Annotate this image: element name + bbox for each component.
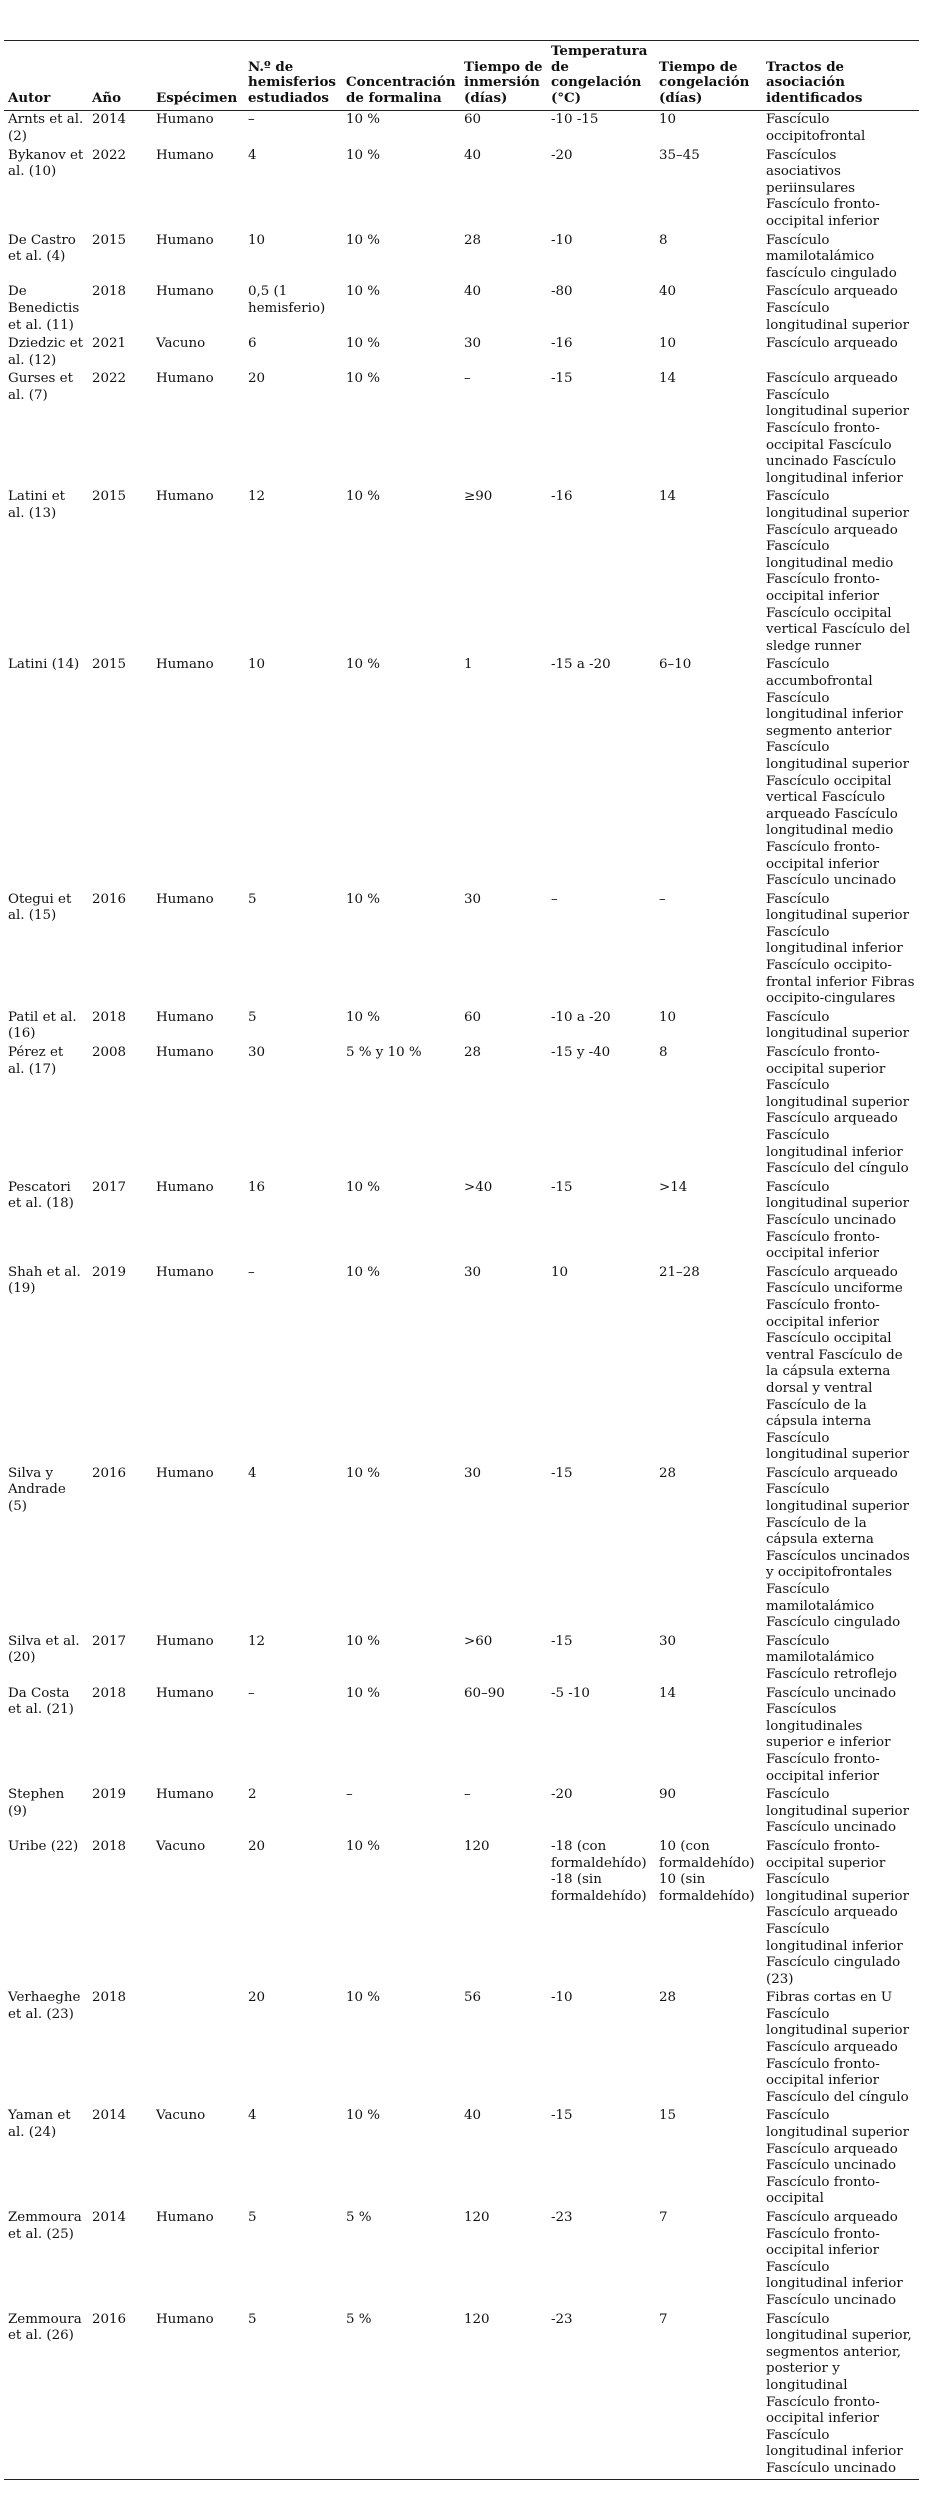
cell-tiempo-congelacion: 10 — [659, 336, 677, 352]
cell-tractos: Fascículo longitudinal superior Fascículo uncinado — [766, 1787, 909, 1836]
header-row — [4, 41, 919, 111]
association-tracts-table — [4, 40, 919, 2480]
cell-tractos: Fibras cortas en U Fascículo longitudinal superior Fascículo arqueado Fascículo fronto-occipital inferior Fascículo del cíngulo — [766, 1990, 909, 2105]
cell-tiempo-inmersion: 40 — [464, 147, 482, 163]
cell-hemisferios: – — [248, 1685, 255, 1701]
cell-autor: Zemmoura et al. (26) — [8, 2311, 82, 2344]
cell-tiempo-inmersion: 30 — [464, 1264, 482, 1280]
cell-tiempo-inmersion: >40 — [464, 1179, 493, 1195]
cell-tiempo-inmersion: ≥90 — [464, 489, 493, 505]
cell-hemisferios: 30 — [248, 1045, 266, 1061]
cell-autor: Yaman et al. (24) — [8, 2108, 71, 2141]
cell-tiempo-inmersion: 60 — [464, 1009, 482, 1025]
cell-hemisferios: – — [248, 1264, 255, 1280]
cell-tiempo-congelacion: 90 — [659, 1787, 677, 1803]
table-body — [4, 111, 919, 2479]
cell-tiempo-congelacion: – — [659, 891, 666, 907]
cell-temperatura: -10 -15 — [551, 112, 599, 128]
cell-tiempo-inmersion: 30 — [464, 1465, 482, 1481]
cell-concentracion: 5 % — [346, 2210, 372, 2225]
cell-concentracion: 10 % — [346, 1465, 381, 1481]
table-row — [4, 370, 919, 488]
header-tiempo-congelacion: Tiempo de congelación (días) — [659, 58, 750, 106]
cell-hemisferios: 20 — [248, 371, 266, 387]
cell-concentracion: – — [346, 1787, 353, 1803]
cell-tractos: Fascículo longitudinal superior Fascículo longitudinal inferior Fascículo occipito-frontal inferior Fibras occipito-cingulares — [766, 891, 915, 1007]
cell-temperatura: -23 — [551, 2210, 573, 2225]
cell-hemisferios: 4 — [248, 147, 257, 163]
cell-tiempo-inmersion: 40 — [464, 2108, 482, 2124]
cell-especimen: Vacuno — [156, 336, 206, 352]
cell-especimen: Humano — [156, 2210, 214, 2225]
cell-especimen: Humano — [156, 657, 214, 673]
cell-concentracion: 10 % — [346, 336, 381, 352]
cell-autor: Pescatori et al. (18) — [8, 1179, 74, 1212]
cell-tiempo-inmersion: 30 — [464, 336, 482, 352]
cell-tiempo-congelacion: 40 — [659, 284, 677, 300]
cell-autor: Da Costa et al. (21) — [8, 1685, 74, 1718]
cell-concentracion: 10 % — [346, 657, 381, 673]
cell-autor: Pérez et al. (17) — [8, 1045, 64, 1077]
table-row — [4, 147, 919, 232]
cell-autor: Stephen (9) — [8, 1787, 65, 1819]
cell-temperatura: -16 — [551, 336, 573, 352]
header-concentracion: Concentración de formalina — [346, 74, 456, 106]
cell-tiempo-inmersion: 120 — [464, 2210, 490, 2225]
cell-especimen: Humano — [156, 147, 214, 163]
cell-concentracion: 10 % — [346, 1685, 381, 1701]
cell-temperatura: -15 — [551, 1633, 573, 1649]
table-row — [4, 1989, 919, 2107]
cell-autor: Bykanov et al. (10) — [8, 147, 84, 180]
table-row — [4, 335, 919, 370]
cell-hemisferios: 0,5 (1 hemisferio) — [248, 284, 326, 316]
cell-concentracion: 10 % — [346, 1838, 381, 1854]
cell-concentracion: 10 % — [346, 147, 381, 163]
cell-temperatura: -15 — [551, 2108, 573, 2124]
cell-tractos: Fascículo longitudinal superior Fascículo uncinado Fascículo fronto-occipital inferior — [766, 1179, 909, 1262]
cell-anio: 2016 — [92, 891, 127, 907]
cell-anio: 2022 — [92, 371, 127, 387]
table-row — [4, 2107, 919, 2209]
cell-autor: De Castro et al. (4) — [8, 232, 76, 265]
cell-tiempo-inmersion: – — [464, 1787, 471, 1803]
cell-concentracion: 10 % — [346, 891, 381, 907]
cell-concentracion: 5 % y 10 % — [346, 1045, 422, 1061]
cell-tiempo-congelacion: 21–28 — [659, 1264, 700, 1280]
cell-tiempo-inmersion: 120 — [464, 1838, 490, 1854]
cell-tiempo-congelacion: 10 — [659, 112, 677, 128]
cell-anio: 2015 — [92, 489, 127, 505]
cell-tiempo-inmersion: >60 — [464, 1633, 493, 1649]
cell-tiempo-inmersion: – — [464, 371, 471, 387]
cell-tractos: Fascículo arqueado Fascículo unciforme Fascículo fronto-occipital inferior Fascículo occipital ventral Fascículo de la cápsula externa dorsal y ventral Fascículo de la cápsula interna Fascículo longitudinal superior — [766, 1264, 909, 1463]
cell-especimen: Humano — [156, 489, 214, 505]
table-row — [4, 2311, 919, 2479]
table-row — [4, 891, 919, 1009]
cell-hemisferios: 20 — [248, 1990, 266, 2006]
cell-temperatura: -15 y -40 — [551, 1045, 611, 1061]
cell-especimen: Humano — [156, 232, 214, 248]
cell-tractos: Fascículo longitudinal superior Fascículo arqueado Fascículo uncinado Fascículo fronto-occipital — [766, 2108, 909, 2207]
cell-anio: 2017 — [92, 1179, 127, 1195]
cell-tiempo-congelacion: 35–45 — [659, 147, 700, 163]
cell-tractos: Fascículos asociativos periinsulares Fascículo fronto-occipital inferior — [766, 147, 880, 229]
cell-hemisferios: 4 — [248, 2108, 257, 2124]
cell-especimen: Humano — [156, 1045, 214, 1061]
header-tractos: Tractos de asociación identificados — [766, 58, 863, 106]
cell-especimen: Vacuno — [156, 2108, 206, 2124]
cell-tractos: Fascículo fronto-occipital superior Fascículo longitudinal superior Fascículo arqueado Fascículo longitudinal inferior Fascículo del cíngulo — [766, 1045, 909, 1177]
cell-tiempo-congelacion: 28 — [659, 1990, 677, 2006]
table-row — [4, 2209, 919, 2311]
cell-hemisferios: 16 — [248, 1179, 266, 1195]
header-especimen: Espécimen — [156, 89, 238, 106]
cell-tractos: Fascículo longitudinal superior — [766, 1009, 909, 1042]
cell-temperatura: -10 — [551, 1990, 573, 2006]
cell-concentracion: 10 % — [346, 232, 381, 248]
header-autor: Autor — [8, 89, 51, 106]
cell-tiempo-inmersion: 120 — [464, 2311, 490, 2327]
cell-tractos: Fascículo mamilotalámico fascículo cingulado — [766, 232, 897, 281]
table-row — [4, 1465, 919, 1633]
table-row — [4, 1179, 919, 1264]
cell-especimen: Humano — [156, 1465, 214, 1481]
cell-temperatura: -15 a -20 — [551, 657, 611, 673]
cell-hemisferios: 5 — [248, 2210, 257, 2225]
cell-anio: 2014 — [92, 2210, 127, 2225]
cell-anio: 2019 — [92, 1264, 127, 1280]
cell-hemisferios: 5 — [248, 1009, 257, 1025]
cell-temperatura: -80 — [551, 284, 573, 300]
cell-tiempo-congelacion: 10 (con formaldehído) 10 (sin formaldehído) — [659, 1838, 755, 1904]
cell-autor: Patil et al. (16) — [8, 1009, 77, 1042]
cell-hemisferios: 10 — [248, 232, 266, 248]
cell-concentracion: 10 % — [346, 112, 381, 128]
cell-tractos: Fascículo arqueado Fascículo longitudinal superior Fascículo fronto-occipital Fascículo uncinado Fascículo longitudinal inferior — [766, 371, 909, 486]
cell-anio: 2014 — [92, 2108, 127, 2124]
cell-temperatura: -15 — [551, 1465, 573, 1481]
table-row — [4, 488, 919, 656]
cell-autor: Uribe (22) — [8, 1838, 79, 1854]
cell-especimen: Humano — [156, 112, 214, 128]
cell-hemisferios: 20 — [248, 1838, 266, 1854]
cell-hemisferios: 4 — [248, 1465, 257, 1481]
cell-tractos: Fascículo longitudinal superior Fascículo arqueado Fascículo longitudinal medio Fascículo fronto-occipital inferior Fascículo occipital vertical Fascículo del sledge runner — [766, 489, 911, 654]
cell-temperatura: -15 — [551, 371, 573, 387]
table-row — [4, 1838, 919, 1989]
cell-tractos: Fascículo arqueado Fascículo longitudinal superior Fascículo de la cápsula externa Fascículos uncinados y occipitofrontales Fascículo mamilotalámico Fascículo cingulado — [766, 1465, 910, 1631]
cell-tractos: Fascículo accumbofrontal Fascículo longitudinal inferior segmento anterior Fascículo longitudinal superior Fascículo occipital vertical Fascículo arqueado Fascículo longitudinal medio Fascículo fronto-occipital inferior Fascículo uncinado — [766, 657, 909, 889]
cell-autor: Gurses et al. (7) — [8, 371, 73, 403]
cell-hemisferios: 12 — [248, 1633, 266, 1649]
cell-temperatura: -10 — [551, 232, 573, 248]
cell-hemisferios: – — [248, 112, 255, 128]
header-hemisferios: N.º de hemisferios estudiados — [248, 58, 336, 106]
cell-especimen — [152, 1989, 244, 2107]
cell-autor: De Benedictis et al. (11) — [8, 284, 80, 333]
cell-temperatura: -15 — [551, 1179, 573, 1195]
cell-concentracion: 10 % — [346, 371, 381, 387]
table-row — [4, 1044, 919, 1179]
cell-tiempo-congelacion: 6–10 — [659, 657, 692, 673]
cell-tiempo-congelacion: 8 — [659, 1045, 668, 1061]
cell-autor: Arnts et al. (2) — [8, 112, 84, 144]
cell-tractos: Fascículo arqueado Fascículo fronto-occipital inferior Fascículo longitudinal inferior Fascículo uncinado — [766, 2210, 903, 2308]
cell-autor: Silva et al. (20) — [8, 1633, 80, 1666]
cell-concentracion: 5 % — [346, 2311, 372, 2327]
cell-temperatura: -18 (con formaldehído) -18 (sin formaldehído) — [551, 1838, 647, 1904]
cell-hemisferios: 2 — [248, 1787, 257, 1803]
table-header — [4, 41, 919, 111]
table-row — [4, 111, 919, 147]
table-row — [4, 1009, 919, 1044]
cell-temperatura: -16 — [551, 489, 573, 505]
table-row — [4, 232, 919, 284]
cell-tiempo-inmersion: 60 — [464, 112, 482, 128]
cell-tiempo-inmersion: 28 — [464, 232, 482, 248]
cell-especimen: Humano — [156, 1009, 214, 1025]
cell-temperatura: -20 — [551, 147, 573, 163]
cell-autor: Silva y Andrade (5) — [8, 1465, 66, 1515]
cell-anio: 2015 — [92, 657, 127, 673]
cell-tractos: Fascículo fronto-occipital superior Fascículo longitudinal superior Fascículo arqueado Fascículo longitudinal inferior Fascículo cingulado (23) — [766, 1838, 909, 1987]
cell-anio: 2021 — [92, 336, 127, 352]
cell-tiempo-congelacion: 10 — [659, 1009, 677, 1025]
cell-hemisferios: 6 — [248, 336, 257, 352]
header-tiempo-inmersion: Tiempo de inmersión (días) — [464, 58, 543, 106]
cell-hemisferios: 12 — [248, 489, 266, 505]
cell-anio: 2019 — [92, 1787, 127, 1803]
cell-tiempo-inmersion: 60–90 — [464, 1685, 505, 1701]
header-anio: Año — [92, 89, 122, 106]
cell-tiempo-congelacion: 30 — [659, 1633, 677, 1649]
cell-autor: Verhaeghe et al. (23) — [8, 1990, 81, 2022]
cell-anio: 2017 — [92, 1633, 127, 1649]
cell-temperatura: -23 — [551, 2311, 573, 2327]
cell-tiempo-congelacion: 28 — [659, 1465, 677, 1481]
cell-temperatura: -20 — [551, 1787, 573, 1803]
cell-tractos: Fascículo occipitofrontal — [766, 112, 866, 144]
cell-tiempo-congelacion: 15 — [659, 2108, 677, 2124]
cell-concentracion: 10 % — [346, 1633, 381, 1649]
cell-tiempo-inmersion: 56 — [464, 1990, 482, 2006]
table-row — [4, 656, 919, 890]
cell-tiempo-congelacion: 7 — [659, 2311, 668, 2327]
table-row — [4, 1264, 919, 1465]
header-temperatura: Temperatura de congelación (°C) — [551, 43, 648, 106]
table-row — [4, 283, 919, 335]
cell-tiempo-congelacion: 14 — [659, 1685, 677, 1701]
cell-anio: 2018 — [92, 1838, 127, 1854]
table-row — [4, 1786, 919, 1838]
cell-concentracion: 10 % — [346, 1264, 381, 1280]
cell-temperatura: 10 — [551, 1264, 569, 1280]
cell-concentracion: 10 % — [346, 284, 381, 300]
cell-especimen: Humano — [156, 2311, 214, 2327]
cell-anio: 2018 — [92, 1009, 127, 1025]
cell-autor: Dziedzic et al. (12) — [8, 336, 83, 368]
cell-temperatura: -10 a -20 — [551, 1009, 611, 1025]
cell-especimen: Humano — [156, 371, 214, 387]
cell-especimen: Humano — [156, 1685, 214, 1701]
cell-especimen: Humano — [156, 284, 214, 300]
cell-anio: 2016 — [92, 1465, 127, 1481]
cell-concentracion: 10 % — [346, 1990, 381, 2006]
cell-concentracion: 10 % — [346, 1009, 381, 1025]
cell-tiempo-congelacion: 14 — [659, 489, 677, 505]
cell-anio: 2015 — [92, 232, 127, 248]
cell-tractos: Fascículo longitudinal superior, segmentos anterior, posterior y longitudinal Fascículo fronto-occipital inferior Fascículo longitudinal inferior Fascículo uncinado — [766, 2311, 912, 2476]
cell-tractos: Fascículo mamilotalámico Fascículo retroflejo — [766, 1633, 897, 1682]
cell-especimen: Humano — [156, 891, 214, 907]
cell-especimen: Humano — [156, 1179, 214, 1195]
cell-tiempo-congelacion: 8 — [659, 232, 668, 248]
cell-autor: Latini et al. (13) — [8, 489, 66, 522]
cell-tractos: Fascículo uncinado Fascículos longitudinales superior e inferior Fascículo fronto-occipital inferior — [766, 1685, 897, 1784]
cell-hemisferios: 5 — [248, 2311, 257, 2327]
cell-especimen: Humano — [156, 1787, 214, 1803]
cell-temperatura: -5 -10 — [551, 1685, 590, 1701]
cell-autor: Shah et al. (19) — [8, 1264, 81, 1297]
cell-especimen: Humano — [156, 1633, 214, 1649]
cell-tiempo-congelacion: 7 — [659, 2210, 668, 2225]
cell-especimen: Vacuno — [156, 1838, 206, 1854]
cell-tiempo-inmersion: 30 — [464, 891, 482, 907]
cell-anio: 2016 — [92, 2311, 127, 2327]
cell-autor: Latini (14) — [8, 657, 80, 673]
cell-anio: 2008 — [92, 1045, 127, 1061]
cell-concentracion: 10 % — [346, 1179, 381, 1195]
cell-tiempo-congelacion: 14 — [659, 371, 677, 387]
table-row — [4, 1685, 919, 1787]
cell-anio: 2018 — [92, 1990, 127, 2006]
cell-anio: 2018 — [92, 1685, 127, 1701]
cell-anio: 2018 — [92, 284, 127, 300]
cell-especimen: Humano — [156, 1264, 214, 1280]
cell-concentracion: 10 % — [346, 489, 381, 505]
cell-tractos: Fascículo arqueado — [766, 336, 898, 352]
cell-tractos: Fascículo arqueado Fascículo longitudinal superior — [766, 284, 909, 333]
cell-tiempo-inmersion: 1 — [464, 657, 473, 673]
cell-autor: Zemmoura et al. (25) — [8, 2210, 82, 2242]
cell-anio: 2022 — [92, 147, 127, 163]
cell-autor: Otegui et al. (15) — [8, 891, 72, 924]
table-row — [4, 1633, 919, 1685]
cell-hemisferios: 5 — [248, 891, 257, 907]
cell-tiempo-inmersion: 40 — [464, 284, 482, 300]
cell-concentracion: 10 % — [346, 2108, 381, 2124]
cell-hemisferios: 10 — [248, 657, 266, 673]
cell-tiempo-inmersion: 28 — [464, 1045, 482, 1061]
cell-temperatura: – — [551, 891, 558, 907]
cell-anio: 2014 — [92, 112, 127, 128]
cell-tiempo-congelacion: >14 — [659, 1179, 688, 1195]
